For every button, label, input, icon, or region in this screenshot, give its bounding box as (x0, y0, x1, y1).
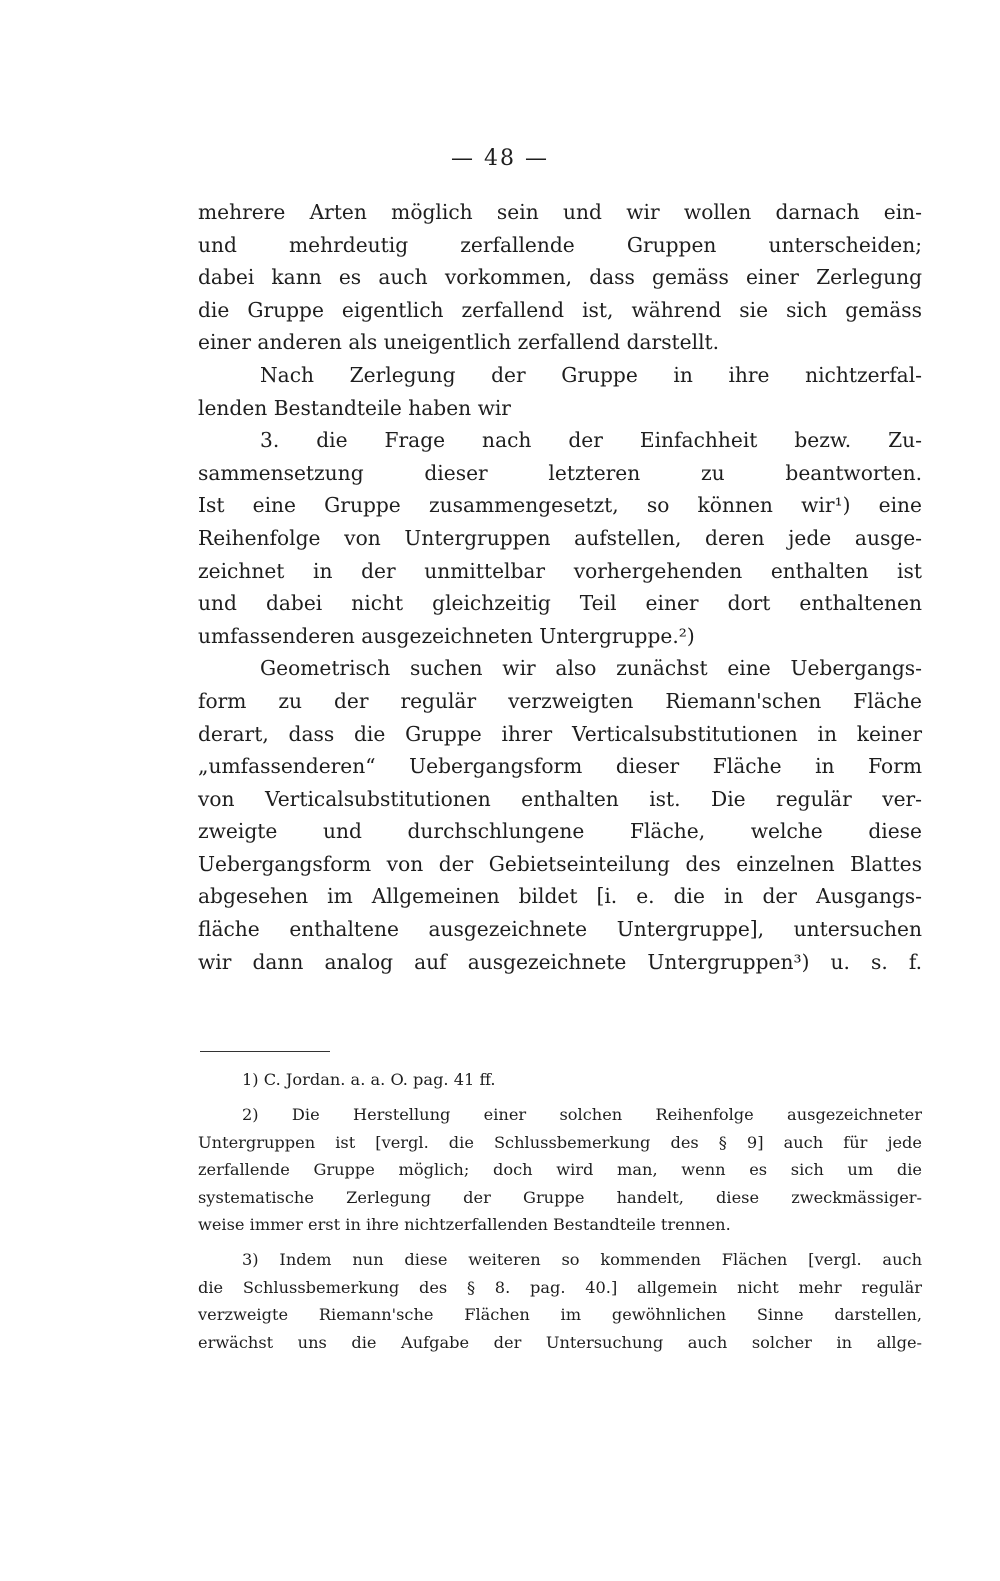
text-line: Geometrisch suchen wir also zunächst eine Uebergangs- (260, 656, 922, 681)
text-line: lenden Bestandteile haben wir (198, 395, 511, 420)
text-line: „umfassenderen“ Uebergangsform dieser Fläche in Form (198, 754, 922, 779)
text-line: fläche enthaltene ausgezeichnete Untergruppe], untersuchen (198, 917, 922, 942)
footnote-line: verzweigte Riemann'sche Flächen im gewöhnlichen Sinne darstellen, (198, 1305, 922, 1325)
text-line: einer anderen als uneigentlich zerfallend darstellt. (198, 330, 720, 355)
text-line: Nach Zerlegung der Gruppe in ihre nichtzerfal- (260, 362, 922, 387)
text-line: Ist eine Gruppe zusammengesetzt, so können wir¹) eine (198, 493, 922, 518)
text-line: derart, dass die Gruppe ihrer Verticalsubstitutionen in keiner (198, 721, 922, 746)
footnote-line: 2) Die Herstellung einer solchen Reihenfolge ausgezeichneter (242, 1105, 922, 1125)
text-line: zeichnet in der unmittelbar vorhergehenden enthalten ist (198, 558, 922, 583)
footnote-line: die Schlussbemerkung des § 8. pag. 40.] allgemein nicht mehr regulär (198, 1277, 922, 1297)
page-number: — 48 — (451, 146, 549, 171)
text-line: umfassenderen ausgezeichneten Untergruppe.²) (198, 623, 695, 648)
footnote-line: systematische Zerlegung der Gruppe handelt, diese zweckmässiger- (198, 1187, 922, 1207)
text-line: die Gruppe eigentlich zerfallend ist, während sie sich gemäss (198, 297, 922, 322)
footnote-divider (200, 1051, 330, 1052)
footnote-line: 1) C. Jordan. a. a. O. pag. 41 ff. (242, 1070, 496, 1089)
text-line: Reihenfolge von Untergruppen aufstellen, deren jede ausge- (198, 525, 922, 550)
text-line: wir dann analog auf ausgezeichnete Untergruppen³) u. s. f. (198, 949, 922, 974)
footnote-line: 3) Indem nun diese weiteren so kommenden Flächen [vergl. auch (242, 1250, 922, 1270)
footnotes (198, 1066, 922, 1356)
footnote-line: erwächst uns die Aufgabe der Untersuchung auch solcher in allge- (198, 1332, 922, 1352)
text-line: abgesehen im Allgemeinen bildet [i. e. die in der Ausgangs- (198, 884, 922, 909)
text-line: mehrere Arten möglich sein und wir wollen darnach ein- (198, 200, 922, 224)
text-line: form zu der regulär verzweigten Riemann'schen Fläche (198, 688, 922, 713)
text-line: zweigte und durchschlungene Fläche, welche diese (198, 819, 922, 844)
text-line: Uebergangsform von der Gebietseinteilung des einzelnen Blattes (198, 851, 922, 876)
text-line: und dabei nicht gleichzeitig Teil einer dort enthaltenen (198, 591, 922, 616)
text-line: dabei kann es auch vorkommen, dass gemäss einer Zerlegung (198, 265, 922, 290)
text-line: und mehrdeutig zerfallende Gruppen unterscheiden; (198, 232, 922, 257)
text-line: 3. die Frage nach der Einfachheit bezw. Zu- (260, 428, 922, 453)
footnote-line: Untergruppen ist [vergl. die Schlussbemerkung des § 9] auch für jede (198, 1132, 922, 1152)
footnote-line: zerfallende Gruppe möglich; doch wird man, wenn es sich um die (198, 1160, 922, 1180)
text-line: sammensetzung dieser letzteren zu beantworten. (198, 460, 922, 485)
text-line: von Verticalsubstitutionen enthalten ist. Die regulär ver- (198, 786, 922, 811)
footnote-line: weise immer erst in ihre nichtzerfallenden Bestandteile trennen. (198, 1215, 731, 1235)
main-text (198, 196, 922, 978)
